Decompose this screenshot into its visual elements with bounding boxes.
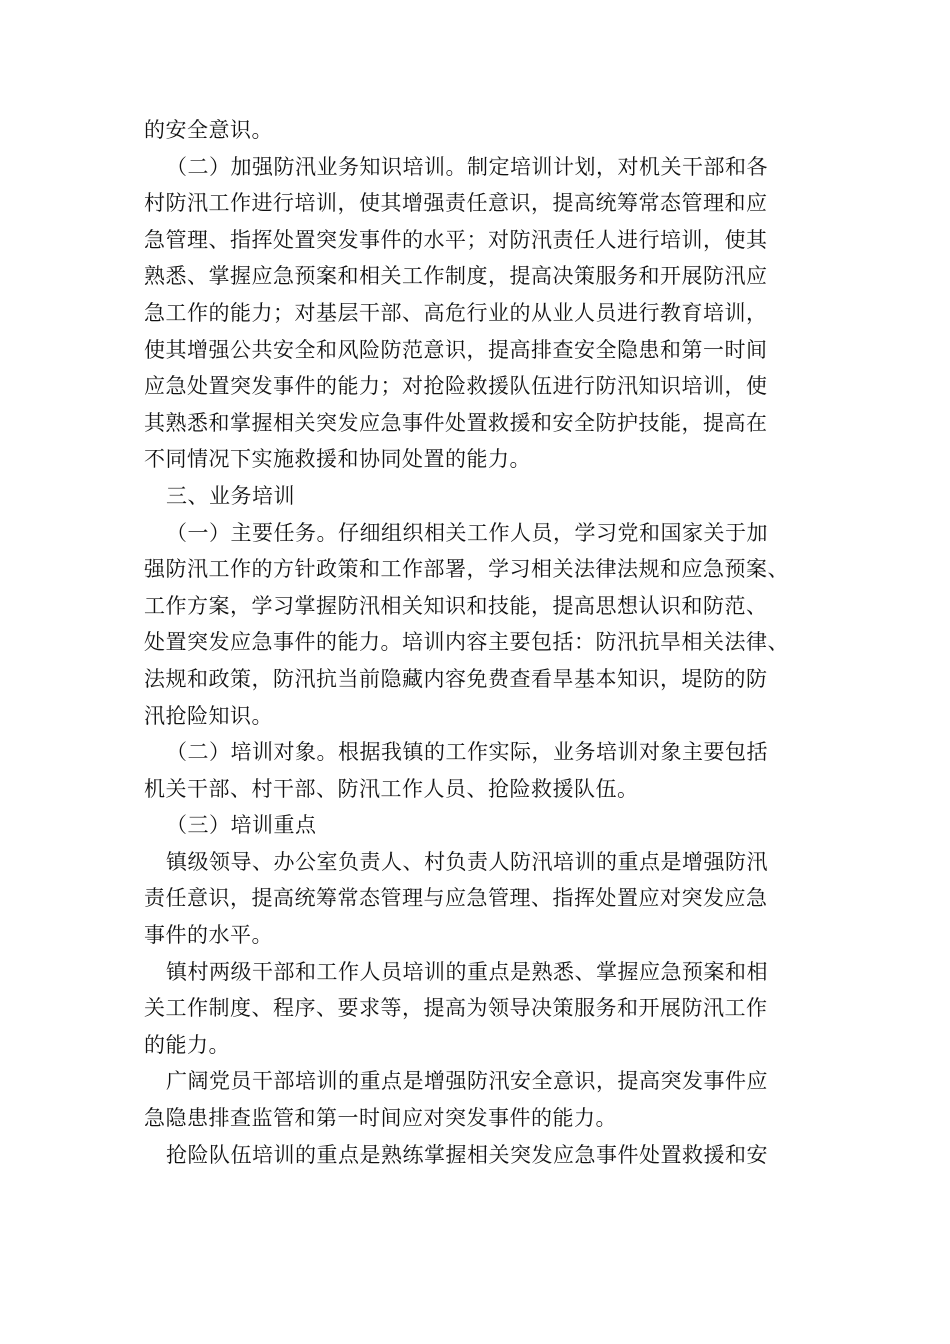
text-line: 机关干部、村干部、防汛工作人员、抢险救援队伍。 <box>144 776 639 801</box>
text-line: 不同情况下实施救援和协同处置的能力。 <box>144 447 531 472</box>
text-line: 三、业务培训 <box>166 483 295 508</box>
text-line: 关工作制度、程序、要求等，提高为领导决策服务和开展防汛工作 <box>144 996 768 1021</box>
text-line: 的能力。 <box>144 1032 230 1057</box>
text-line: 应急处置突发事件的能力；对抢险救援队伍进行防汛知识培训，使 <box>144 374 768 399</box>
text-line: 工作方案，学习掌握防汛相关知识和技能，提高思想认识和防范、 <box>144 593 768 618</box>
text-line: 急管理、指挥处置突发事件的水平；对防汛责任人进行培训，使其 <box>144 227 768 252</box>
text-line: （二）培训对象。根据我镇的工作实际，业务培训对象主要包括 <box>166 740 768 765</box>
text-line: 广阔党员干部培训的重点是增强防汛安全意识，提高突发事件应 <box>166 1069 768 1094</box>
text-line: 镇级领导、办公室负责人、村负责人防汛培训的重点是增强防汛 <box>166 849 768 874</box>
text-line: 村防汛工作进行培训，使其增强责任意识，提高统筹常态管理和应 <box>144 191 768 216</box>
text-line: （一）主要任务。仔细组织相关工作人员，学习党和国家关于加 <box>166 520 768 545</box>
text-line: （三）培训重点 <box>166 813 317 838</box>
text-line: 急工作的能力；对基层干部、高危行业的从业人员进行教育培训， <box>144 300 768 325</box>
text-line: 处置突发应急事件的能力。培训内容主要包括：防汛抗旱相关法律、 <box>144 630 789 655</box>
document-body <box>144 112 809 1173</box>
text-line: 急隐患排查监管和第一时间应对突发事件的能力。 <box>144 1106 617 1131</box>
text-line: 使其增强公共安全和风险防范意识，提高排查安全隐患和第一时间 <box>144 337 768 362</box>
text-line: 其熟悉和掌握相关突发应急事件处置救援和安全防护技能，提高在 <box>144 410 768 435</box>
text-line: （二）加强防汛业务知识培训。制定培训计划，对机关干部和各 <box>166 154 768 179</box>
text-line: 镇村两级干部和工作人员培训的重点是熟悉、掌握应急预案和相 <box>166 959 768 984</box>
text-line: 汛抢险知识。 <box>144 703 273 728</box>
text-line: 抢险队伍培训的重点是熟练掌握相关突发应急事件处置救援和安 <box>166 1142 768 1167</box>
text-line: 事件的水平。 <box>144 923 273 948</box>
text-line: 熟悉、掌握应急预案和相关工作制度，提高决策服务和开展防汛应 <box>144 264 768 289</box>
text-line: 责任意识，提高统筹常态管理与应急管理、指挥处置应对突发应急 <box>144 886 768 911</box>
text-line: 的安全意识。 <box>144 118 273 142</box>
text-line: 法规和政策，防汛抗当前隐藏内容免费查看旱基本知识，堤防的防 <box>144 666 768 691</box>
text-line: 强防汛工作的方针政策和工作部署，学习相关法律法规和应急预案、 <box>144 557 789 582</box>
